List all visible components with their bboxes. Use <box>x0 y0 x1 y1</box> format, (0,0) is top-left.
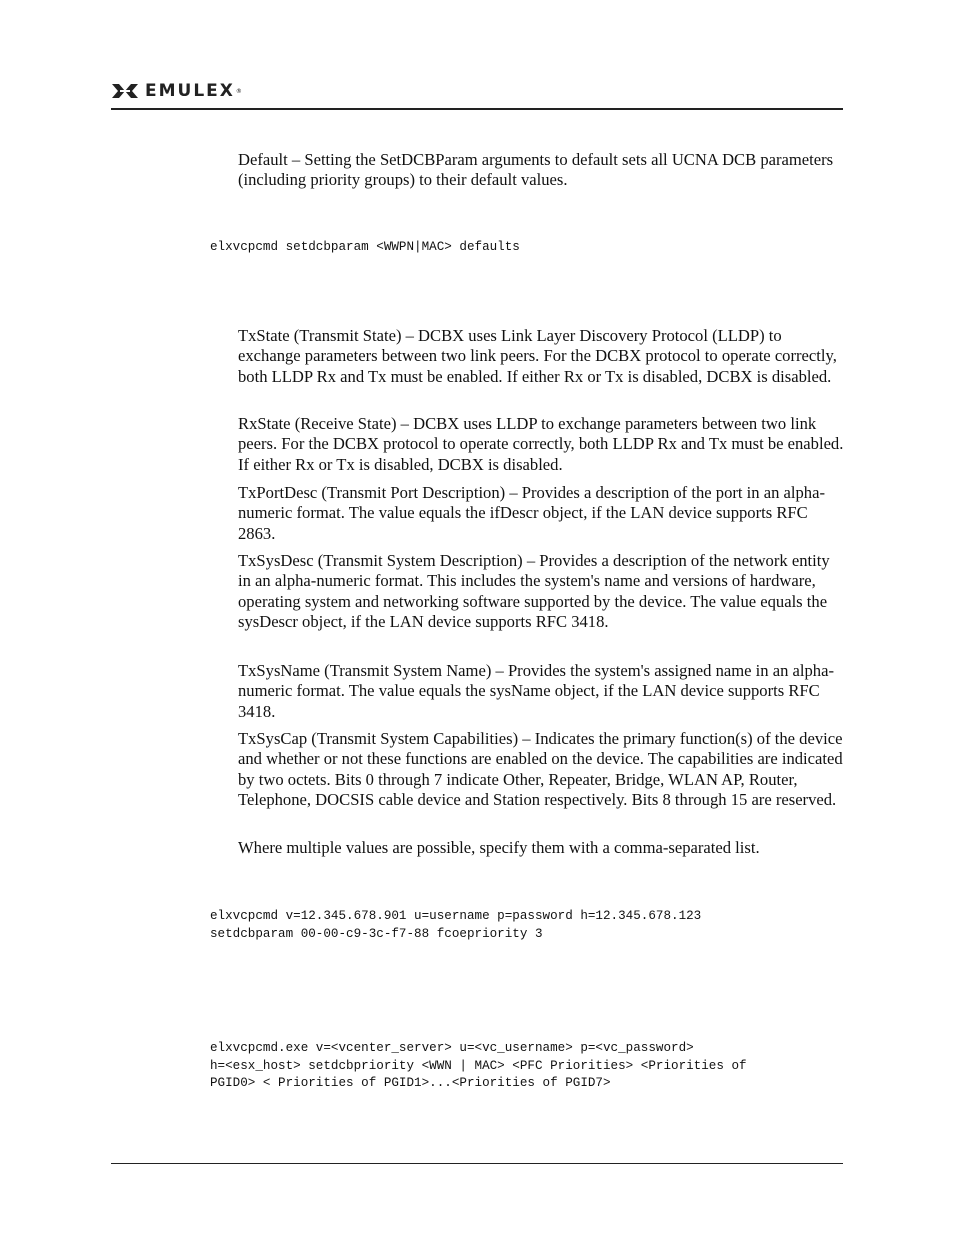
code-syntax-setdcbpriority: elxvcpcmd.exe v=<vcenter_server> u=<vc_username> p=<vc_password> h=<esx_host> setdcbpriority <WWN | MAC> <PFC Priorities> <Priorities of PGID0> < Priorities of PGID1>...<Priorities of PGID7> <box>210 1041 747 1090</box>
txsyscap-description: TxSysCap (Transmit System Capabilities) – Indicates the primary function(s) of the device and whether or not these functions are enabled on the device. The capabilities are indicated by two octets. Bits 0 through 7 indicate Other, Repeater, Bridge, WLAN AP, Router, Telephone, DOCSIS cable device and Station respectively. Bits 8 through 15 are reserved. <box>238 729 843 809</box>
rxstate-description: RxState (Receive State) – DCBX uses LLDP to exchange parameters between two link peers. For the DCBX protocol to operate correctly, both LLDP Rx and Tx must be enabled. If either Rx or Tx is disabled, DCBX is disabled. <box>238 414 844 474</box>
trademark-symbol: ® <box>235 87 242 95</box>
txsysdesc-description: TxSysDesc (Transmit System Description) – Provides a description of the network entity in an alpha-numeric format. This includes the system's name and versions of hardware, operating system and networking software supported by the device. The value equals the sysDescr object, if the LAN device supports RFC 3418. <box>238 551 830 631</box>
default-description: Default – Setting the SetDCBParam arguments to default sets all UCNA DCB parameters (including priority groups) to their default values. <box>238 150 834 190</box>
txportdesc-description: TxPortDesc (Transmit Port Description) – Provides a description of the port in an alpha-numeric format. The value equals the ifDescr object, if the LAN device supports RFC 2863. <box>238 483 825 543</box>
emulex-logo-icon <box>111 82 139 100</box>
footer-divider <box>111 1163 843 1164</box>
code-defaults-syntax: elxvcpcmd setdcbparam <WWPN|MAC> defaults <box>210 240 520 254</box>
header-divider <box>111 108 843 110</box>
txstate-description: TxState (Transmit State) – DCBX uses Link Layer Discovery Protocol (LLDP) to exchange parameters between two link peers. For the DCBX protocol to operate correctly, both LLDP Rx and Tx must be enabled. If either Rx or Tx is disabled, DCBX is disabled. <box>238 326 837 386</box>
page-header <box>111 80 242 102</box>
code-example-setdcbparam: elxvcpcmd v=12.345.678.901 u=username p=password h=12.345.678.123 setdcbparam 00-00-c9-3c-f7-88 fcoepriority 3 <box>210 909 702 941</box>
multiple-values-note: Where multiple values are possible, specify them with a comma-separated list. <box>238 838 760 857</box>
emulex-logo-text: EMULEX <box>145 81 235 101</box>
txsysname-description: TxSysName (Transmit System Name) – Provides the system's assigned name in an alpha-numeric format. The value equals the sysName object, if the LAN device supports RFC 3418. <box>238 661 834 721</box>
